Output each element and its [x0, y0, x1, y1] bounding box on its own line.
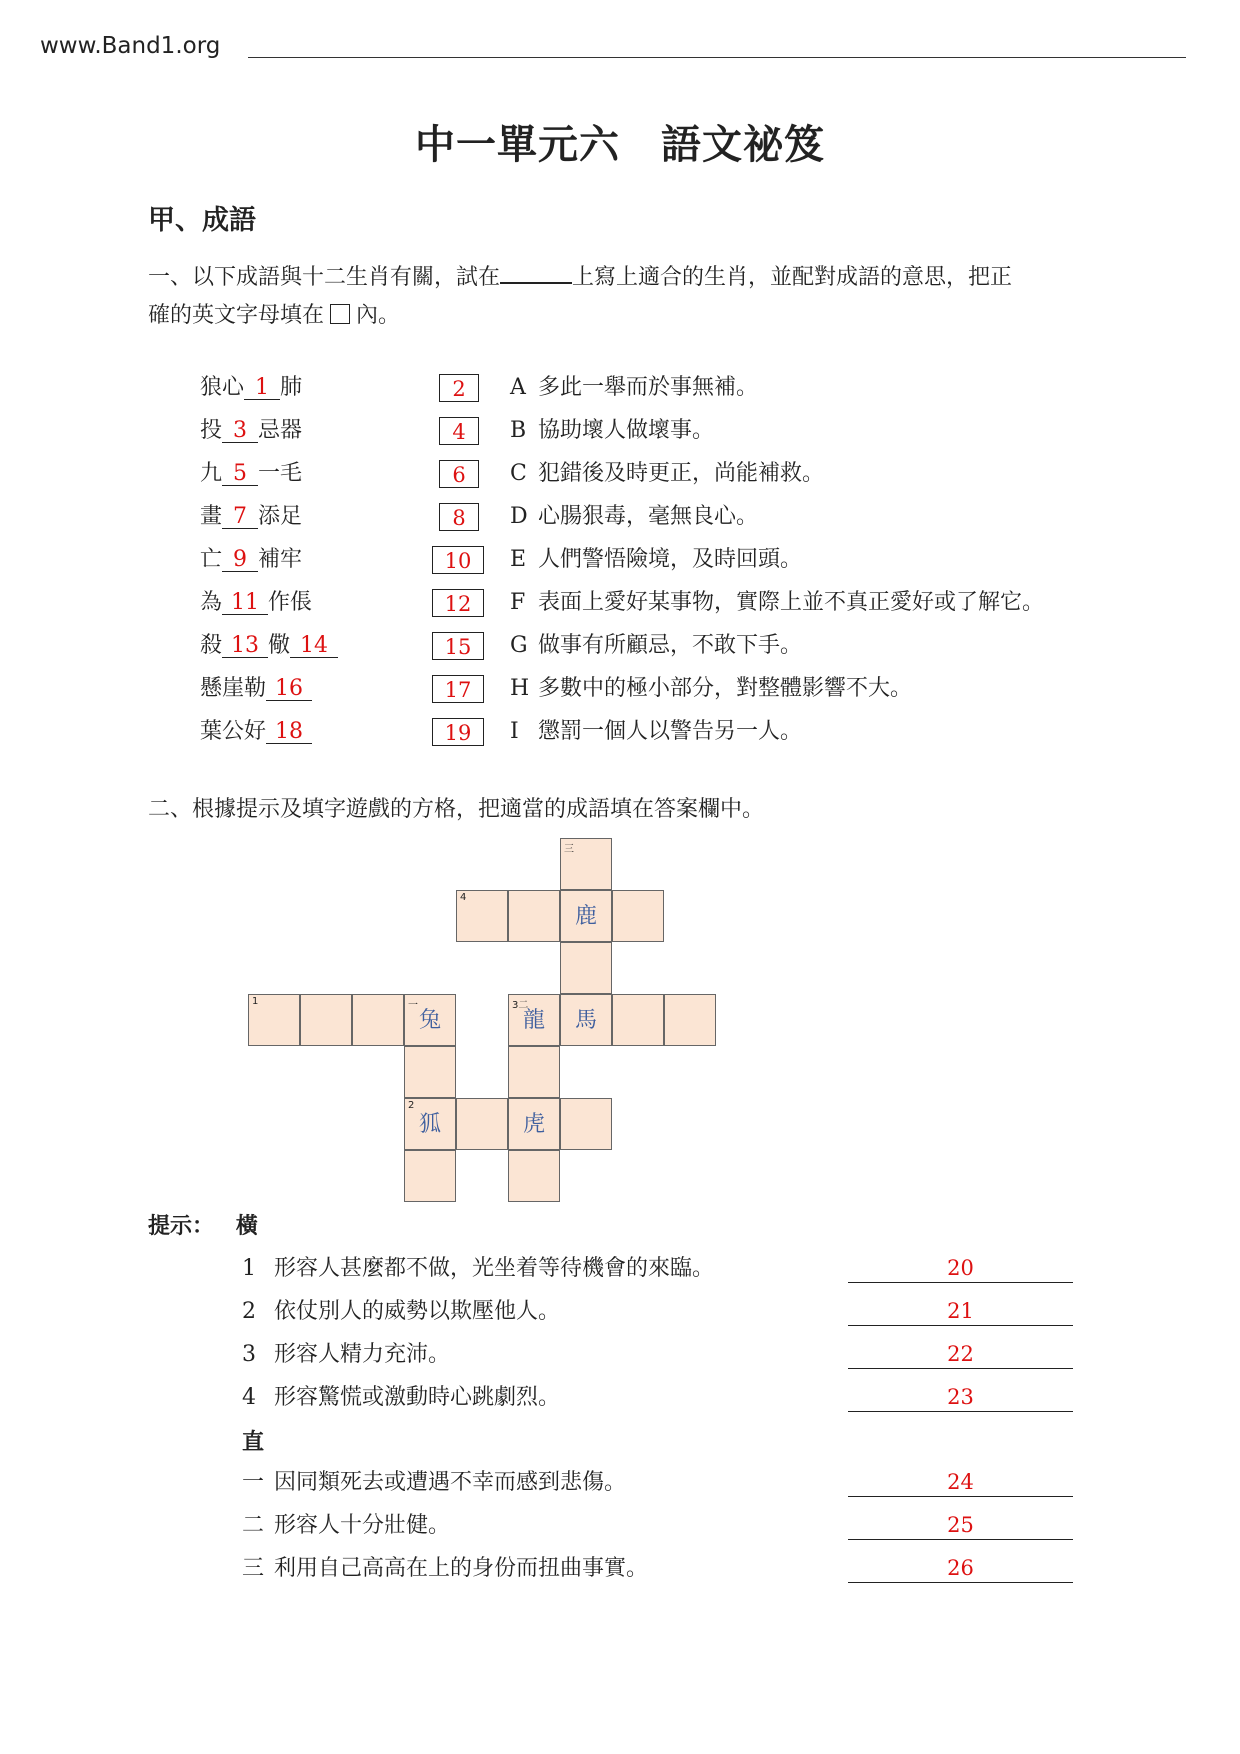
idiom-text: 一毛	[258, 461, 303, 486]
letter-answer-box[interactable]: 15	[432, 632, 484, 660]
given-character: 鹿	[574, 904, 597, 929]
given-character: 龍	[522, 1008, 545, 1033]
question-2-instructions: 二、根據提示及填字遊戲的方格，把適當的成語填在答案欄中。	[148, 797, 765, 822]
letter-answer-box[interactable]: 12	[432, 589, 484, 617]
crossword-cell[interactable]	[560, 942, 612, 994]
crossword-cell[interactable]	[404, 1046, 456, 1098]
given-character: 兔	[418, 1008, 441, 1033]
idiom-text: 添足	[258, 504, 303, 529]
hint-text: 形容人十分壯健。	[274, 1513, 451, 1538]
meaning-letter: G	[510, 633, 528, 658]
meaning-c	[510, 459, 824, 489]
hints-prefix: 提示：	[148, 1214, 215, 1239]
hint-answer-line[interactable]: 21	[848, 1297, 1073, 1326]
q1-line2-after: 內。	[356, 303, 401, 328]
crossword-cell[interactable]	[352, 994, 404, 1046]
idiom-text: 九	[200, 461, 223, 486]
letter-answer-box[interactable]: 4	[439, 417, 479, 445]
crossword-cell[interactable]	[612, 994, 664, 1046]
crossword-cell[interactable]	[560, 994, 612, 1046]
meaning-letter: F	[510, 590, 526, 615]
idiom-text: 投	[200, 418, 223, 443]
page-title: 中一單元六 語文祕笈	[415, 122, 825, 168]
clue-number: 4	[460, 892, 467, 903]
meaning-text: 人們警悟險境，及時回頭。	[538, 547, 803, 572]
answer-blank[interactable]: 14	[290, 635, 338, 658]
idiom-text: 為	[200, 590, 223, 615]
meaning-a	[510, 373, 758, 403]
crossword-cell[interactable]	[300, 994, 352, 1046]
idiom-1	[200, 373, 302, 403]
meaning-h	[510, 674, 912, 704]
answer-blank[interactable]: 16	[266, 678, 312, 701]
hint-answer-line[interactable]: 26	[848, 1554, 1073, 1583]
given-character: 馬	[574, 1008, 597, 1033]
hint-answer-line[interactable]: 20	[848, 1254, 1073, 1283]
letter-answer-box[interactable]: 10	[432, 546, 484, 574]
crossword-cell[interactable]	[508, 1098, 560, 1150]
hint-number: 3	[242, 1342, 256, 1367]
hint-answer-line[interactable]: 24	[848, 1468, 1073, 1497]
letter-answer-box[interactable]: 8	[439, 503, 479, 531]
letter-answer-box[interactable]: 19	[432, 718, 484, 746]
hint-text: 形容驚慌或激動時心跳劇烈。	[274, 1385, 561, 1410]
crossword-cell[interactable]	[248, 994, 300, 1046]
q1-line1-before: 一、以下成語與十二生肖有關，試在	[148, 265, 501, 290]
crossword-cell[interactable]	[508, 890, 560, 942]
down-label: 直	[242, 1430, 265, 1455]
hint-number: 三	[242, 1556, 265, 1581]
hint-number: 一	[242, 1470, 265, 1495]
meaning-text: 懲罰一個人以警告另一人。	[538, 719, 803, 744]
clue-number: 三	[564, 844, 574, 855]
q1-line1-after: 上寫上適合的生肖，並配對成語的意思，把正	[572, 265, 1013, 290]
hint-number: 1	[242, 1256, 256, 1281]
crossword-cell[interactable]	[456, 890, 508, 942]
idiom-9	[200, 717, 312, 747]
meaning-i	[510, 717, 802, 747]
idiom-2	[200, 416, 302, 446]
hints-label	[148, 1209, 258, 1240]
crossword-cell[interactable]	[456, 1098, 508, 1150]
section-title: 甲、成語	[148, 205, 256, 236]
idiom-text: 作倀	[268, 590, 313, 615]
meaning-d	[510, 502, 758, 532]
given-character: 狐	[418, 1112, 441, 1137]
answer-blank[interactable]: 5	[222, 463, 258, 486]
crossword-cell[interactable]	[404, 1150, 456, 1202]
given-character: 虎	[522, 1112, 545, 1137]
hint-text: 利用自己高高在上的身份而扭曲事實。	[274, 1556, 649, 1581]
idiom-text: 狼心	[200, 375, 245, 400]
meaning-text: 犯錯後及時更正，尚能補救。	[538, 461, 825, 486]
meaning-text: 協助壞人做壞事。	[538, 418, 715, 443]
meaning-text: 表面上愛好某事物，實際上並不真正愛好或了解它。	[538, 590, 1045, 615]
meaning-g	[510, 631, 802, 661]
answer-blank[interactable]: 18	[266, 721, 312, 744]
crossword-cell[interactable]	[560, 838, 612, 890]
letter-answer-box[interactable]: 6	[439, 460, 479, 488]
meaning-letter: E	[510, 547, 527, 572]
hint-answer-line[interactable]: 22	[848, 1340, 1073, 1369]
clue-number: 1	[252, 996, 259, 1007]
hint-down-1	[242, 1468, 626, 1498]
hint-answer-line[interactable]: 25	[848, 1511, 1073, 1540]
hint-text: 形容人精力充沛。	[274, 1342, 451, 1367]
hint-number: 4	[242, 1385, 256, 1410]
meaning-text: 多此一舉而於事無補。	[538, 375, 759, 400]
hint-text: 形容人甚麼都不做，光坐着等待機會的來臨。	[274, 1256, 715, 1281]
idiom-text: 葉公好	[200, 719, 267, 744]
meaning-b	[510, 416, 714, 446]
meaning-text: 多數中的極小部分，對整體影響不大。	[538, 676, 913, 701]
meaning-text: 心腸狠毒，毫無良心。	[538, 504, 759, 529]
clue-number: 一	[408, 1000, 418, 1011]
crossword-cell[interactable]	[612, 890, 664, 942]
crossword-cell[interactable]	[508, 1150, 560, 1202]
hint-across-2	[242, 1297, 560, 1327]
example-blank	[500, 258, 572, 284]
hint-number: 2	[242, 1299, 256, 1324]
crossword-cell[interactable]	[560, 890, 612, 942]
example-box	[330, 304, 350, 324]
hint-text: 因同類死去或遭遇不幸而感到悲傷。	[274, 1470, 627, 1495]
crossword-cell[interactable]	[508, 1046, 560, 1098]
clue-number: 3二	[512, 1000, 529, 1011]
crossword-cell[interactable]	[664, 994, 716, 1046]
answer-blank[interactable]: 11	[222, 592, 268, 615]
idiom-text: 忌器	[258, 418, 303, 443]
meaning-e	[510, 545, 802, 575]
letter-answer-box[interactable]: 2	[439, 374, 479, 402]
answer-blank[interactable]: 3	[222, 420, 258, 443]
answer-blank[interactable]: 13	[222, 635, 268, 658]
clue-number: 2	[408, 1100, 415, 1111]
question-1-instructions	[148, 258, 1138, 335]
idiom-6	[200, 588, 312, 618]
idiom-3	[200, 459, 302, 489]
crossword-cell[interactable]	[560, 1098, 612, 1150]
answer-blank[interactable]: 7	[222, 506, 258, 529]
hint-number: 二	[242, 1513, 265, 1538]
across-label: 橫	[235, 1214, 258, 1239]
q1-line2-before: 確的英文字母填在	[148, 303, 325, 328]
answer-blank[interactable]: 9	[222, 549, 258, 572]
idiom-8	[200, 674, 312, 704]
meaning-f	[510, 588, 1044, 618]
crossword-cell[interactable]	[404, 994, 456, 1046]
idiom-text: 畫	[200, 504, 223, 529]
hint-answer-line[interactable]: 23	[848, 1383, 1073, 1412]
hint-down-3	[242, 1554, 648, 1584]
idiom-text: 亡	[200, 547, 223, 572]
hint-across-4	[242, 1383, 560, 1413]
letter-answer-box[interactable]: 17	[432, 675, 484, 703]
idiom-text: 儆	[268, 633, 291, 658]
crossword-cell[interactable]	[508, 994, 560, 1046]
hint-text: 依仗別人的威勢以欺壓他人。	[274, 1299, 561, 1324]
site-url: www.Band1.org	[40, 33, 221, 59]
hint-across-3	[242, 1340, 450, 1370]
hint-down-2	[242, 1511, 450, 1541]
meaning-letter: D	[510, 504, 528, 529]
crossword-grid	[248, 838, 716, 1202]
idiom-text: 補牢	[258, 547, 303, 572]
meaning-letter: H	[510, 676, 530, 701]
idiom-4	[200, 502, 302, 532]
header-divider	[248, 57, 1186, 58]
meaning-letter: B	[510, 418, 527, 443]
meaning-letter: I	[510, 719, 519, 744]
idiom-5	[200, 545, 302, 575]
idiom-text: 殺	[200, 633, 223, 658]
idiom-7	[200, 631, 338, 661]
hint-across-1	[242, 1254, 714, 1284]
meaning-letter: C	[510, 461, 527, 486]
crossword-cell[interactable]	[404, 1098, 456, 1150]
meaning-letter: A	[510, 375, 526, 400]
idiom-text: 肺	[280, 375, 303, 400]
idiom-text: 懸崖勒	[200, 676, 267, 701]
meaning-text: 做事有所顧忌，不敢下手。	[538, 633, 803, 658]
answer-blank[interactable]: 1	[244, 377, 280, 400]
